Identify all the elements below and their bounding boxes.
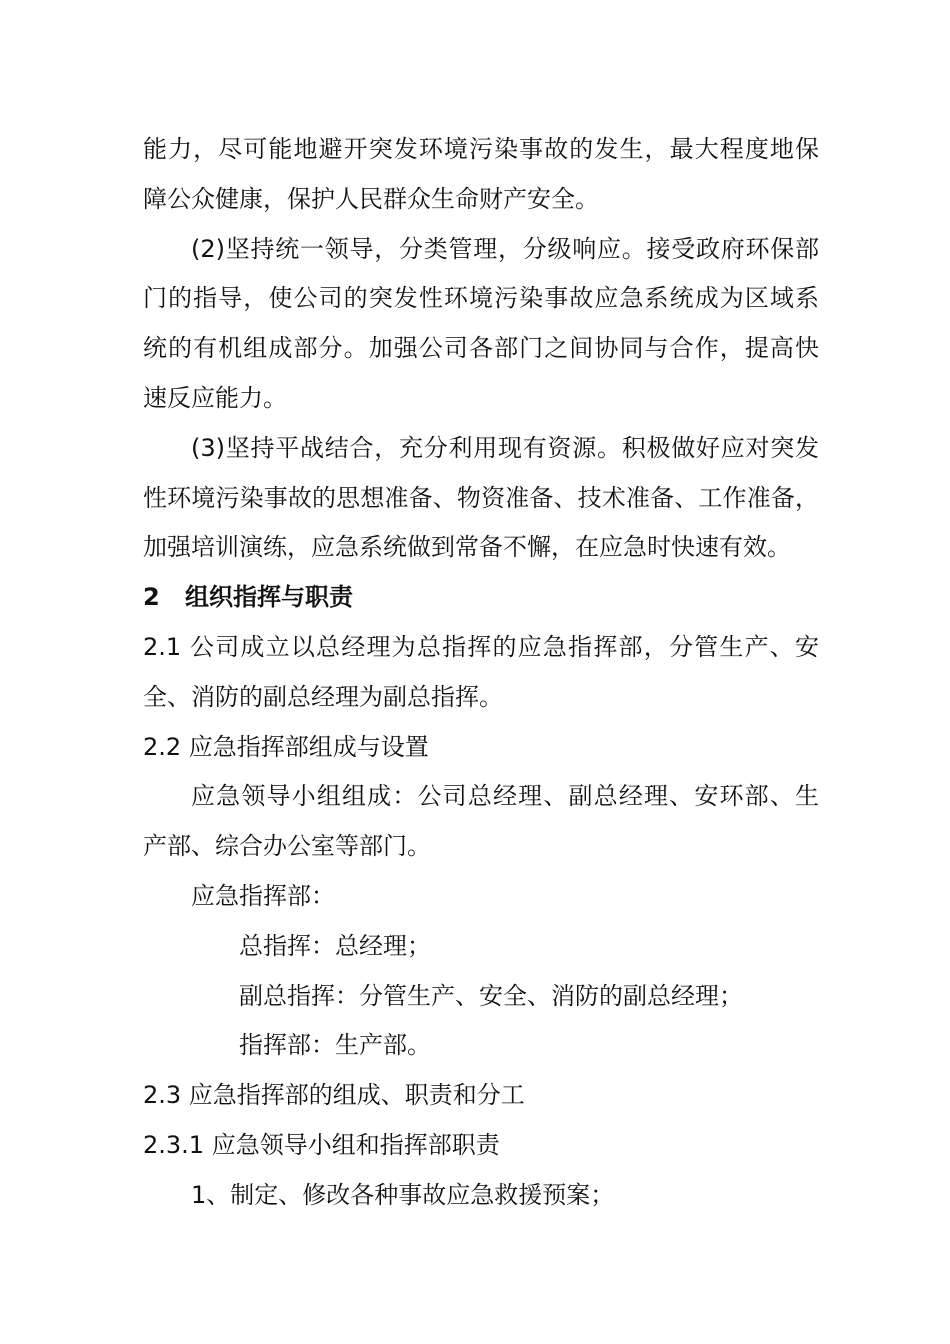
paragraph-line: 应急领导小组组成：公司总经理、副总经理、安环部、生 bbox=[191, 782, 819, 811]
subsection-heading: 2.3.1 应急领导小组和指挥部职责 bbox=[143, 1130, 500, 1159]
section-number: 2 bbox=[143, 583, 160, 612]
paragraph-line: 门的指导，使公司的突发性环境污染事故应急系统成为区域系 bbox=[143, 284, 819, 313]
paragraph-line: 应急指挥部： bbox=[191, 881, 335, 910]
list-item: 总指挥：总经理； bbox=[239, 931, 431, 960]
subsection-heading: 2.3 应急指挥部的组成、职责和分工 bbox=[143, 1081, 525, 1110]
document-body bbox=[143, 125, 819, 1221]
paragraph-line: 能力，尽可能地避开突发环境污染事故的发生，最大程度地保 bbox=[143, 135, 819, 163]
paragraph-line: 障公众健康，保护人民群众生命财产安全。 bbox=[143, 184, 599, 213]
paragraph-line: 统的有机组成部分。加强公司各部门之间协同与合作，提高快 bbox=[143, 334, 819, 363]
list-item: 副总指挥：分管生产、安全、消防的副总经理； bbox=[239, 981, 743, 1010]
list-item: 指挥部：生产部。 bbox=[239, 1031, 431, 1060]
paragraph-line: (2)坚持统一领导，分类管理，分级响应。接受政府环保部 bbox=[191, 234, 819, 263]
paragraph-line: 2.1 公司成立以总经理为总指挥的应急指挥部，分管生产、安 bbox=[143, 632, 819, 661]
paragraph-line: 性环境污染事故的思想准备、物资准备、技术准备、工作准备， bbox=[143, 483, 819, 512]
paragraph-line: 加强培训演练，应急系统做到常备不懈，在应急时快速有效。 bbox=[143, 533, 791, 562]
list-item: 1、制定、修改各种事故应急救援预案； bbox=[191, 1180, 615, 1209]
paragraph-line: 产部、综合办公室等部门。 bbox=[143, 832, 431, 861]
section-heading bbox=[143, 573, 819, 623]
paragraph-line: 全、消防的副总经理为副总指挥。 bbox=[143, 682, 503, 711]
section-title: 组织指挥与职责 bbox=[185, 583, 353, 612]
subsection-heading: 2.2 应急指挥部组成与设置 bbox=[143, 732, 429, 761]
paragraph-line: (3)坚持平战结合，充分利用现有资源。积极做好应对突发 bbox=[191, 433, 819, 462]
paragraph-line: 速反应能力。 bbox=[143, 383, 287, 412]
